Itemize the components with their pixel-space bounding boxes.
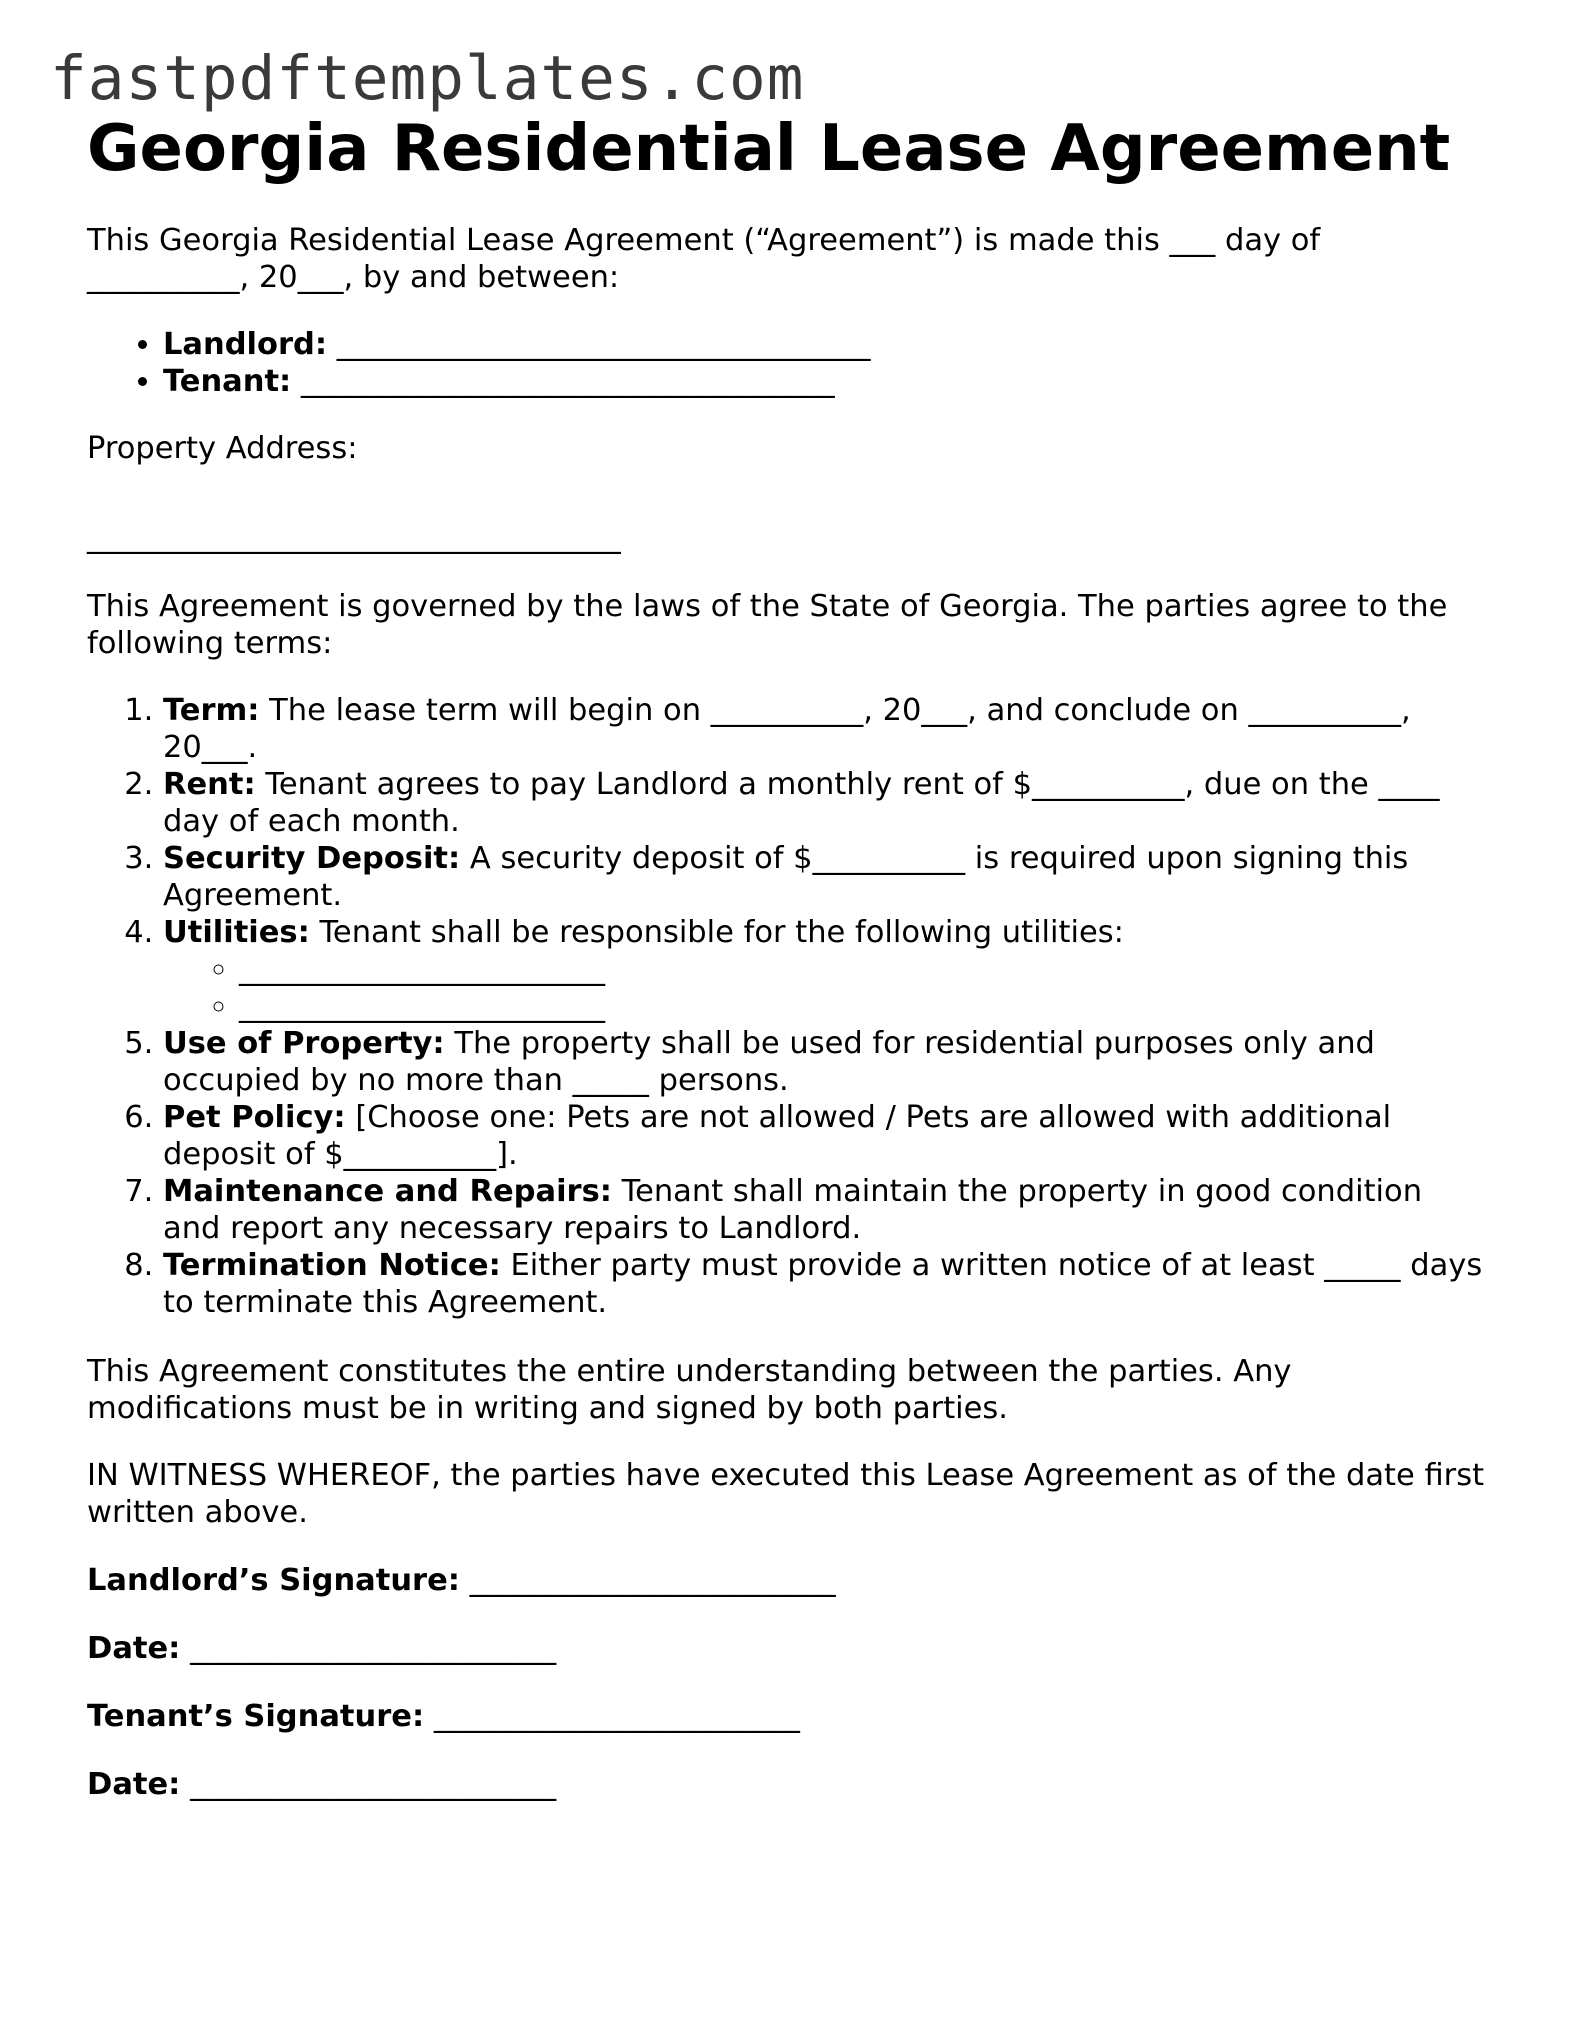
term-item-use-of-property bbox=[163, 1025, 1487, 1099]
term-item-term bbox=[163, 692, 1487, 766]
term-item-termination bbox=[163, 1247, 1487, 1321]
party-landlord bbox=[163, 326, 1487, 363]
tenant-signature-blank[interactable]: ________________________ bbox=[424, 1699, 800, 1734]
term-text: [Choose one: Pets are not allowed / Pets are allowed with additional deposit of $__________]. bbox=[163, 1100, 1392, 1172]
governing-law-paragraph: This Agreement is governed by the laws of the State of Georgia. The parties agree to the following terms: bbox=[87, 589, 1448, 661]
term-label: Pet Policy: bbox=[163, 1100, 346, 1135]
document-page bbox=[87, 110, 1487, 1803]
party-label: Landlord: bbox=[163, 327, 328, 362]
term-text: The lease term will begin on __________, 20___, and conclude on __________, 20___. bbox=[163, 693, 1411, 765]
terms-list bbox=[87, 692, 1487, 1321]
term-label: Security Deposit: bbox=[163, 841, 461, 876]
term-label: Rent: bbox=[163, 767, 256, 802]
term-label: Termination Notice: bbox=[163, 1248, 501, 1283]
tenant-date-line bbox=[87, 1766, 1487, 1803]
date-label: Date: bbox=[87, 1767, 181, 1802]
term-text: Tenant shall be responsible for the following utilities: bbox=[309, 915, 1124, 950]
witness-paragraph: IN WITNESS WHEREOF, the parties have executed this Lease Agreement as of the date first written above. bbox=[87, 1458, 1485, 1530]
utilities-list bbox=[163, 951, 1487, 1025]
utility-blank[interactable]: ◦ ________________________ bbox=[239, 988, 1487, 1025]
intro-paragraph: This Georgia Residential Lease Agreement (“Agreement”) is made this ___ day of __________, 20___, by and between: bbox=[87, 223, 1321, 295]
parties-list bbox=[87, 326, 1487, 400]
term-item-rent bbox=[163, 766, 1487, 840]
entire-agreement-paragraph: This Agreement constitutes the entire understanding between the parties. Any modifications must be in writing and signed by both parties. bbox=[87, 1354, 1292, 1426]
term-item-security-deposit bbox=[163, 840, 1487, 914]
term-label: Term: bbox=[163, 693, 260, 728]
term-text: A security deposit of $__________ is required upon signing this Agreement. bbox=[163, 841, 1409, 913]
property-address-label: Property Address: bbox=[87, 431, 358, 466]
tenant-signature-line bbox=[87, 1698, 1487, 1735]
party-label: Tenant: bbox=[163, 364, 292, 399]
term-text: Either party must provide a written notice of at least _____ days to terminate this Agreement. bbox=[163, 1248, 1483, 1320]
signature-label: Tenant’s Signature: bbox=[87, 1699, 425, 1734]
term-label: Utilities: bbox=[163, 915, 310, 950]
watermark: fastpdftemplates.com bbox=[50, 43, 805, 114]
landlord-date-blank[interactable]: ________________________ bbox=[180, 1631, 557, 1666]
property-address-blank[interactable]: ___________________________________ bbox=[87, 520, 621, 555]
landlord-signature-blank[interactable]: ________________________ bbox=[459, 1563, 836, 1598]
landlord-date-line bbox=[87, 1630, 1487, 1667]
term-item-utilities bbox=[163, 914, 1487, 1025]
signature-label: Landlord’s Signature: bbox=[87, 1563, 460, 1598]
party-tenant bbox=[163, 363, 1487, 400]
tenant-name-blank[interactable]: ___________________________________ bbox=[291, 364, 835, 399]
term-text: Tenant agrees to pay Landlord a monthly rent of $__________, due on the ____ day of each month. bbox=[163, 767, 1440, 839]
term-label: Use of Property: bbox=[163, 1026, 445, 1061]
term-item-pet-policy bbox=[163, 1099, 1487, 1173]
document-title: Georgia Residential Lease Agreement bbox=[87, 112, 1451, 186]
term-item-maintenance bbox=[163, 1173, 1487, 1247]
date-label: Date: bbox=[87, 1631, 181, 1666]
term-text: Tenant shall maintain the property in good condition and report any necessary repairs to Landlord. bbox=[163, 1174, 1423, 1246]
landlord-signature-line bbox=[87, 1562, 1487, 1599]
term-text: The property shall be used for residential purposes only and occupied by no more than _____ persons. bbox=[163, 1026, 1375, 1098]
tenant-date-blank[interactable]: ________________________ bbox=[180, 1767, 557, 1802]
term-label: Maintenance and Repairs: bbox=[163, 1174, 612, 1209]
landlord-name-blank[interactable]: ___________________________________ bbox=[327, 327, 871, 362]
utility-blank[interactable]: ◦ ________________________ bbox=[239, 951, 1487, 988]
